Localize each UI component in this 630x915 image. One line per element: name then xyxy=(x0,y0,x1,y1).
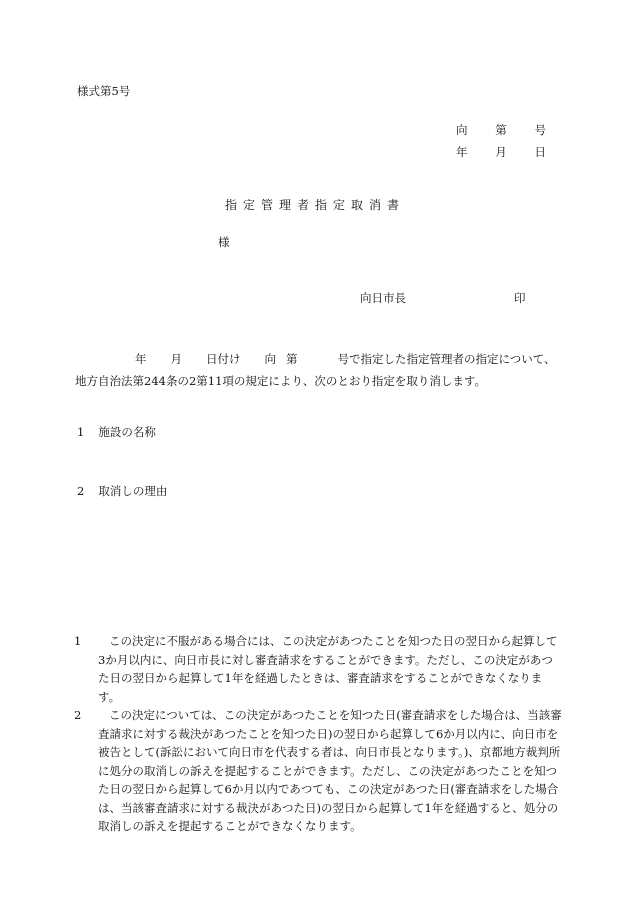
section-revocation-reason xyxy=(77,486,167,498)
notice-item xyxy=(74,632,564,706)
section-facility-name xyxy=(77,427,156,439)
reference-suffix: 号 xyxy=(534,123,546,137)
notice-text: この決定については、この決定があつたことを知つた日(審査請求をした場合は、当該審査請求に対する裁決があつたことを知つた日)の翌日から起算して6か月以内に、向日市を被告として(訴訟において向日市を代表する者は、向日市長となります。)、京都地方裁判所に処分の取消しの訴えを提起することができます。ただし、この決定があつたことを知つた日の翌日から起算して6か月以内であつても、この決定があつた日(審査請求をした場合は、当該審査請求に対する裁決があつた日)の翌日から起算して1年を経過すると、処分の取消しの訴えを提起することができなくなります。 xyxy=(98,708,562,833)
body-paragraph xyxy=(75,348,565,392)
body-day: 日付け xyxy=(206,352,241,366)
section-label: 取消しの理由 xyxy=(98,484,168,498)
reference-number-line xyxy=(456,125,546,147)
reference-block xyxy=(456,125,546,169)
notice-item xyxy=(74,706,564,836)
document-title: 指定管理者指定取消書 xyxy=(225,198,406,212)
notice-number: 1 xyxy=(74,634,82,648)
reference-prefix: 向 xyxy=(456,123,468,137)
body-year: 年 xyxy=(135,352,147,366)
seal-mark: 印 xyxy=(514,291,526,305)
section-number: 2 xyxy=(77,484,85,498)
body-ref-prefix: 向 xyxy=(264,352,276,366)
addressee: 様 xyxy=(218,235,230,249)
appeal-notice xyxy=(74,632,564,836)
section-number: 1 xyxy=(77,425,85,439)
body-month: 月 xyxy=(170,352,182,366)
notice-text: この決定に不服がある場合には、この決定があつたことを知つた日の翌日から起算して3か月以内に、向日市長に対し審査請求をすることができます。ただし、この決定があつた日の翌日から起算して1年を経過したときは、審査請求をすることができなくなります。 xyxy=(98,634,558,704)
body-ref-mid: 第 xyxy=(286,352,298,366)
reference-month: 月 xyxy=(495,145,507,159)
notice-number: 2 xyxy=(74,708,82,722)
reference-date-line xyxy=(456,147,546,169)
body-main-text: 号で指定した指定管理者の指定について、地方自治法第244条の2第11項の規定により、次のとおり指定を取り消します。 xyxy=(75,352,556,388)
section-label: 施設の名称 xyxy=(98,425,156,439)
reference-year: 年 xyxy=(456,145,468,159)
reference-day: 日 xyxy=(534,145,546,159)
reference-mid: 第 xyxy=(495,123,507,137)
issuer: 向日市長 xyxy=(360,291,406,305)
form-number: 様式第5号 xyxy=(77,84,131,98)
